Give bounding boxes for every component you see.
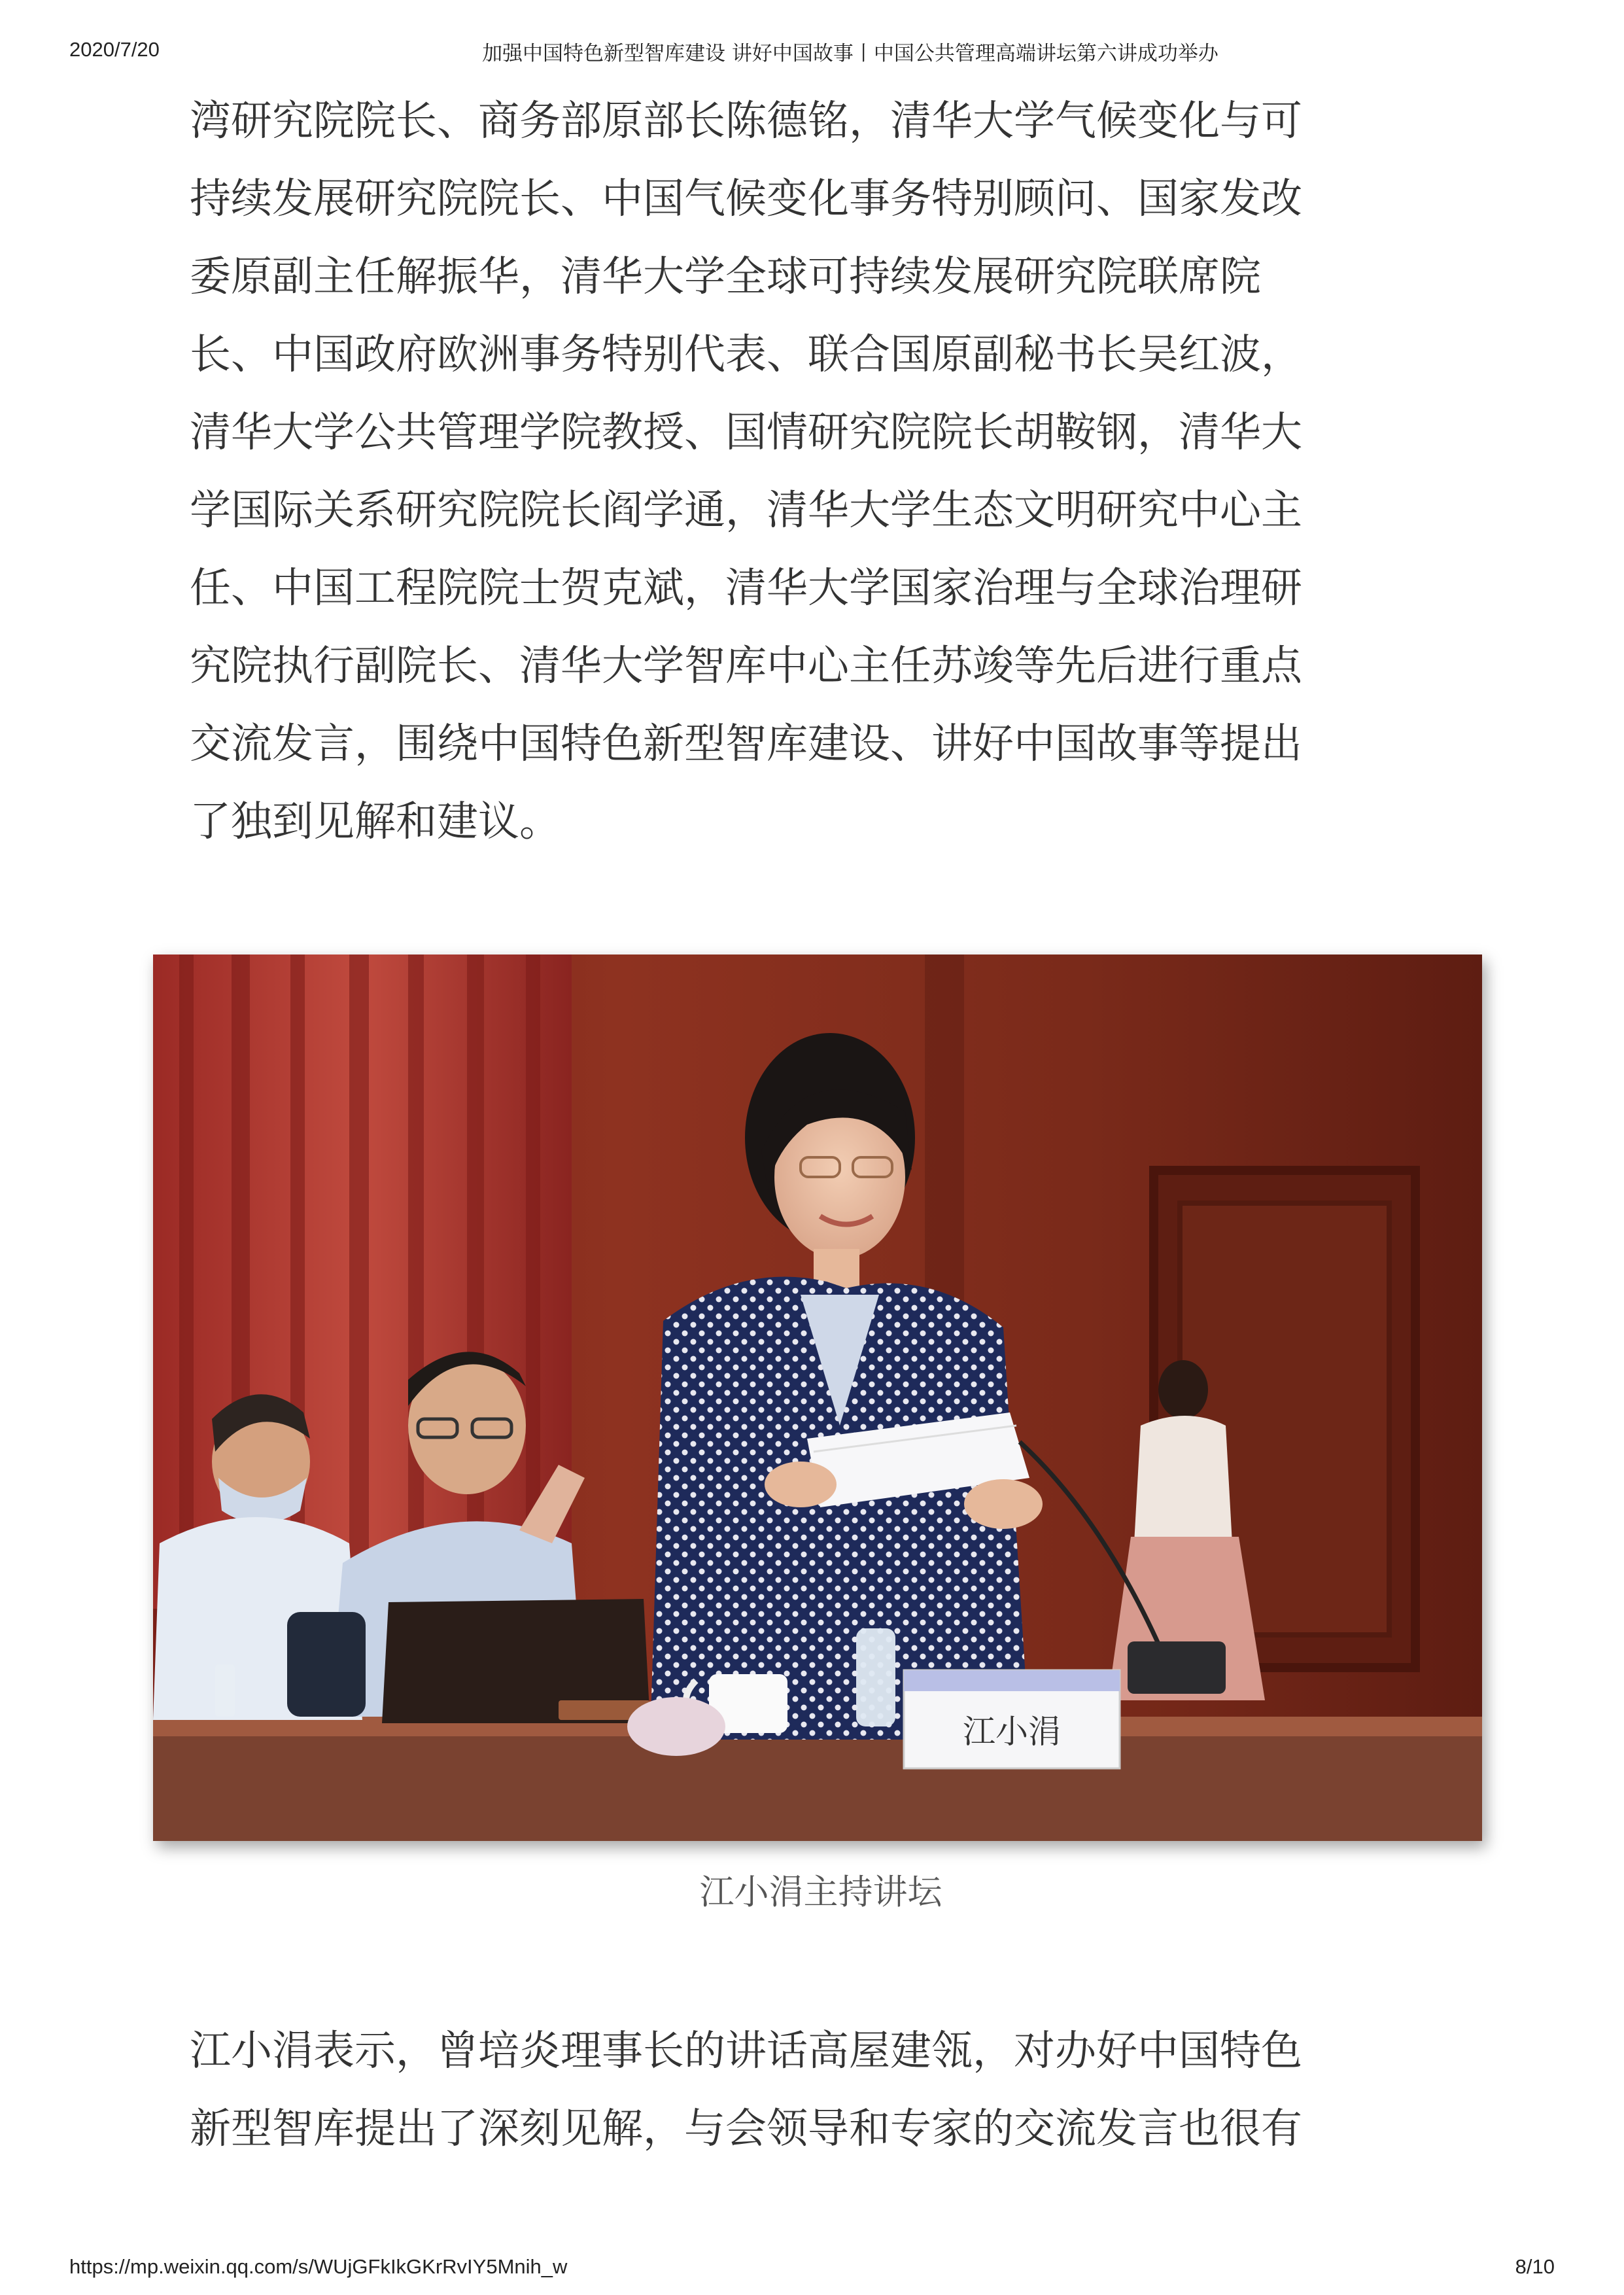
article-paragraph-2 (190, 2012, 1452, 2167)
photo-illustration (153, 955, 1482, 1841)
paragraph-line: 究院执行副院长、清华大学智库中心主任苏竣等先后进行重点 (190, 642, 1302, 690)
article-photo (153, 955, 1482, 1841)
paragraph-line: 新型智库提出了深刻见解，与会领导和专家的交流发言也很有 (190, 2105, 1302, 2152)
paragraph-line: 任、中国工程院院士贺克斌，清华大学国家治理与全球治理研 (190, 564, 1302, 612)
paragraph-line: 湾研究院院长、商务部原部长陈德铭，清华大学气候变化与可 (190, 97, 1302, 145)
photo-caption: 江小涓主持讲坛 (699, 1872, 942, 1912)
article-paragraph-1 (190, 82, 1452, 860)
print-header-title: 加强中国特色新型智库建设 讲好中国故事丨中国公共管理高端讲坛第六讲成功举办 (482, 42, 1218, 65)
paragraph-line: 交流发言，围绕中国特色新型智库建设、讲好中国故事等提出 (190, 720, 1302, 767)
paragraph-line: 清华大学公共管理学院教授、国情研究院院长胡鞍钢，清华大 (190, 408, 1302, 456)
paragraph-line: 学国际关系研究院院长阎学通，清华大学生态文明研究中心主 (190, 486, 1302, 534)
name-card-text: 江小涓 (963, 1713, 1061, 1751)
paragraph-line: 委原副主任解振华，清华大学全球可持续发展研究院联席院 (190, 253, 1261, 300)
paragraph-line: 持续发展研究院院长、中国气候变化事务特别顾问、国家发改 (190, 175, 1302, 222)
print-date: 2020/7/20 (69, 38, 160, 61)
paragraph-line: 江小涓表示，曾培炎理事长的讲话高屋建瓴，对办好中国特色 (190, 2027, 1302, 2075)
print-url[interactable]: https://mp.weixin.qq.com/s/WUjGFkIkGKrRvIY5Mnih_w (69, 2255, 568, 2278)
paragraph-line: 长、中国政府欧洲事务特别代表、联合国原副秘书长吴红波， (190, 330, 1302, 378)
paragraph-line: 了独到见解和建议。 (190, 797, 561, 845)
page-number: 8/10 (1515, 2255, 1555, 2278)
